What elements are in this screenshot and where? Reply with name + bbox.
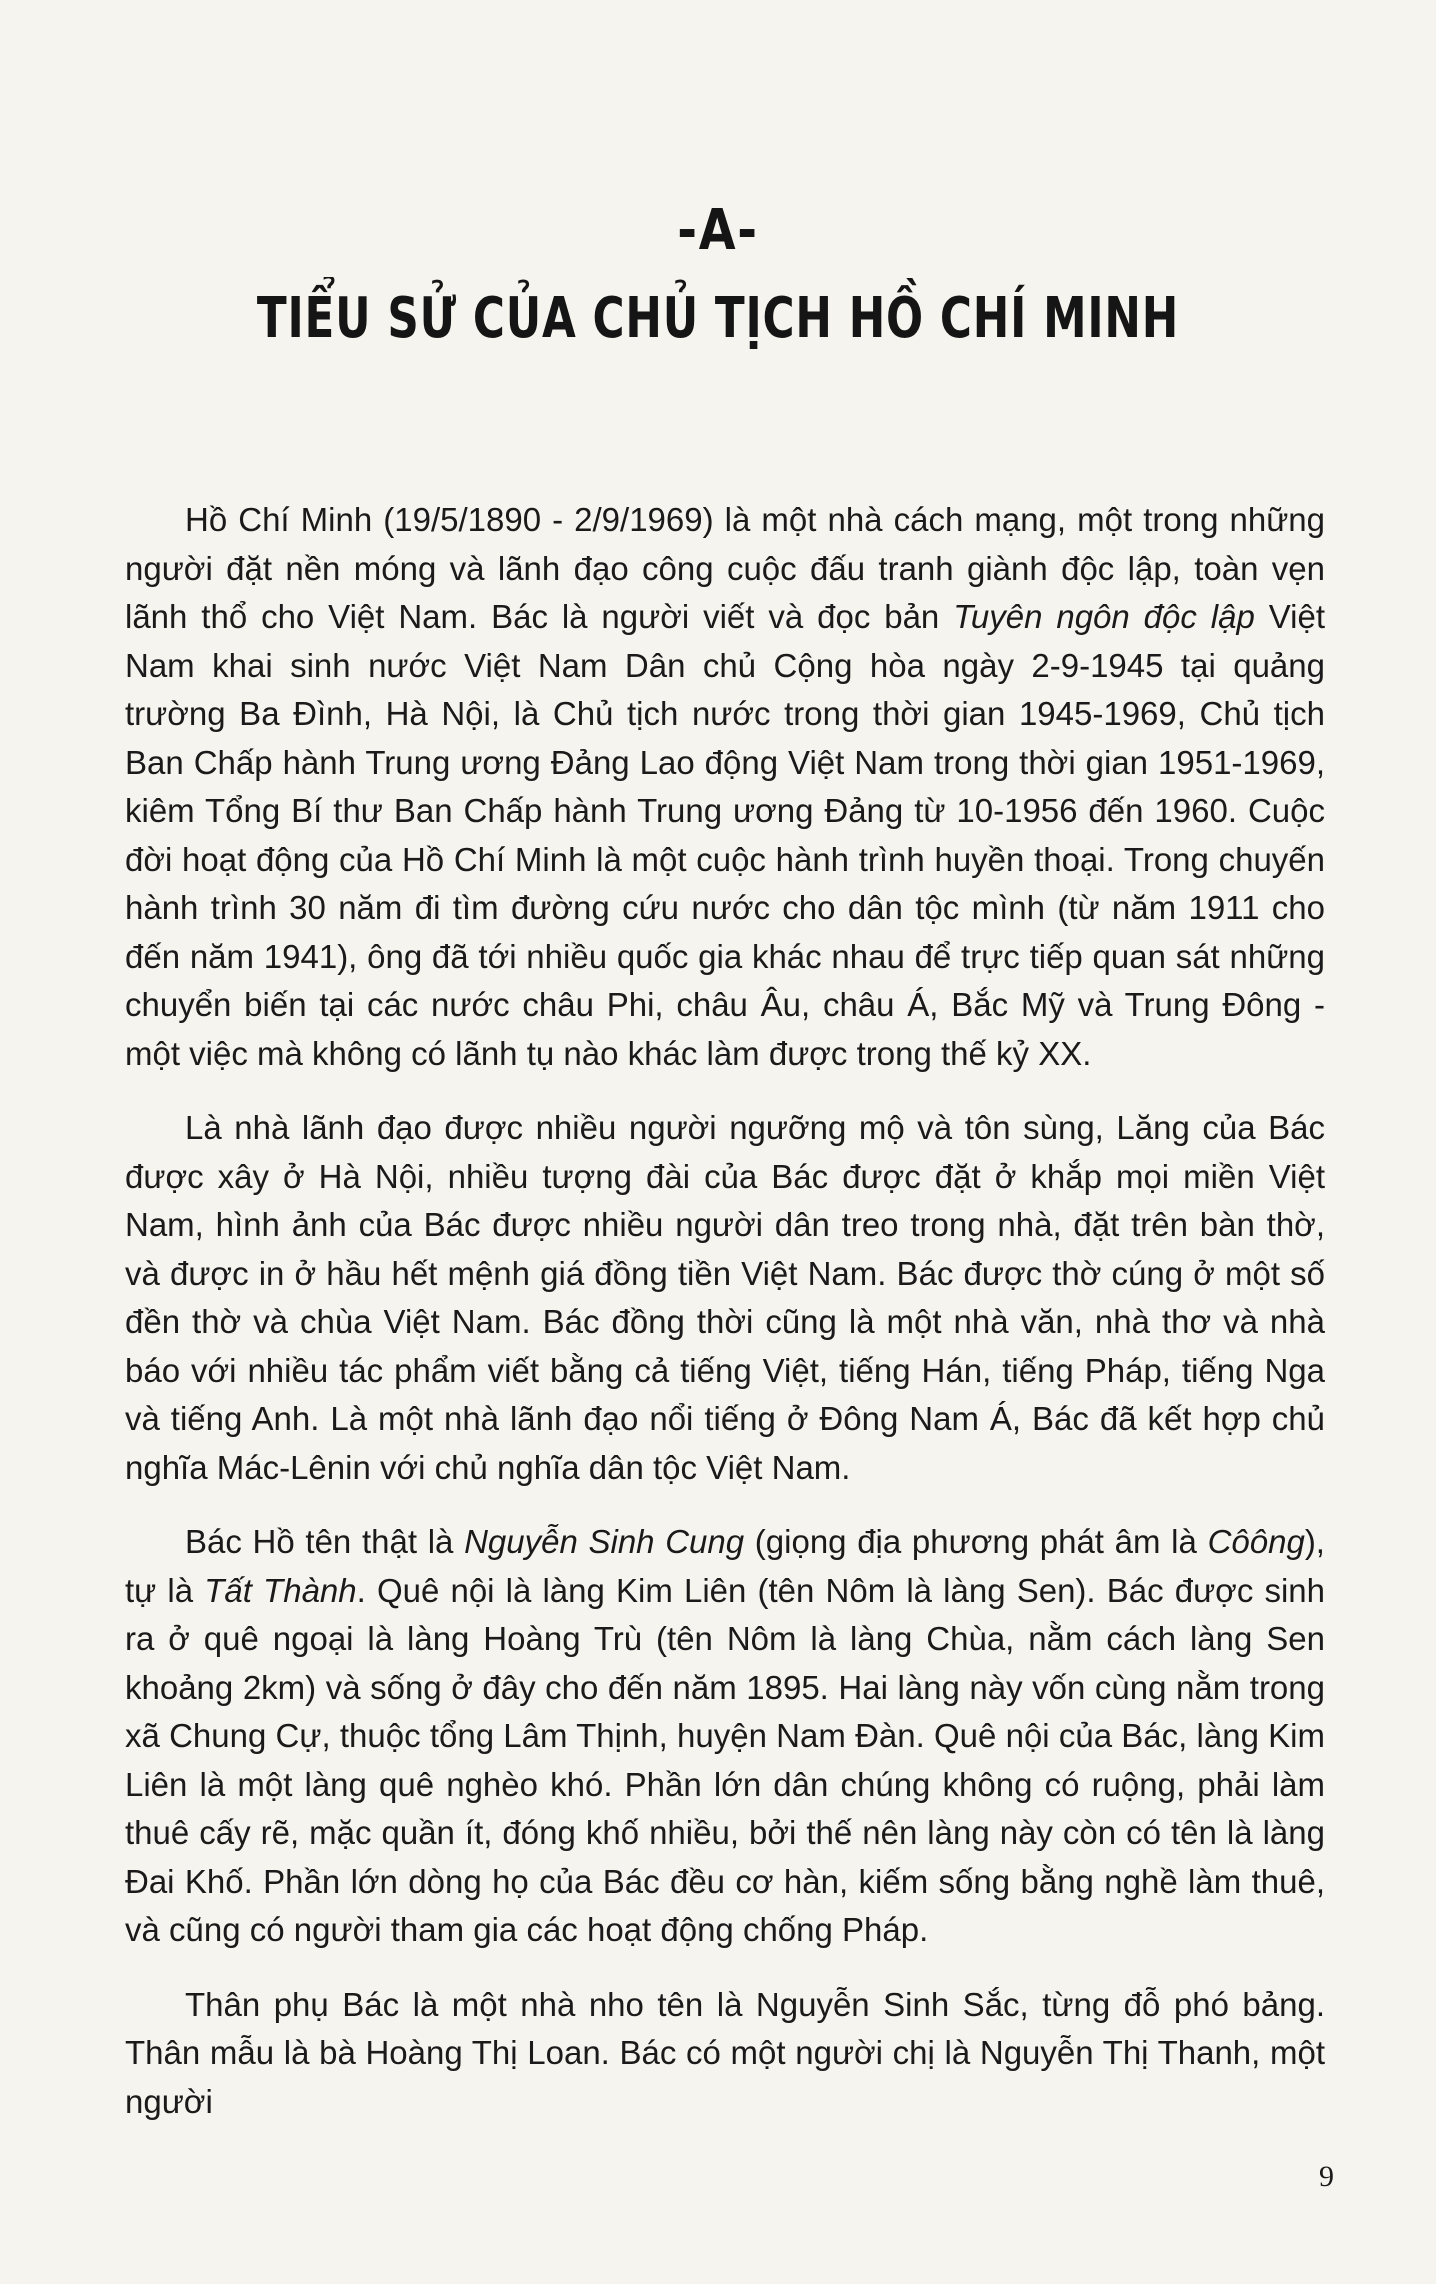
- paragraph-2: [125, 1104, 1325, 1492]
- text-segment: Thân phụ Bác là một nhà nho tên là Nguyễn Sinh Sắc, từng đỗ phó bảng. Thân mẫu là bà Hoàng Thị Loan. Bác có một người chị là Nguyễn Thị Thanh, một người: [125, 1985, 1325, 2120]
- text-segment: Việt Nam khai sinh nước Việt Nam Dân chủ Cộng hòa ngày 2-9-1945 tại quảng trường Ba Đình, Hà Nội, là Chủ tịch nước trong thời gian 1945-1969, Chủ tịch Ban Chấp hành Trung ương Đảng Lao động Việt Nam trong thời gian 1951-1969, kiêm Tổng Bí thư Ban Chấp hành Trung ương Đảng từ 10-1956 đến 1960. Cuộc đời hoạt động của Hồ Chí Minh là một cuộc hành trình huyền thoại. Trong chuyến hành trình 30 năm đi tìm đường cứu nước cho dân tộc mình (từ năm 1911 cho đến năm 1941), ông đã tới nhiều quốc gia khác nhau để trực tiếp quan sát những chuyển biến tại các nước châu Phi, châu Âu, châu Á, Bắc Mỹ và Trung Đông - một việc mà không có lãnh tụ nào khác làm được trong thế kỷ XX.: [125, 598, 1325, 1072]
- body-text: [125, 496, 1325, 2152]
- text-segment: (giọng địa phương phát âm là: [744, 1523, 1208, 1560]
- italic-title: Tuyên ngôn độc lập: [953, 598, 1255, 635]
- text-segment: Là nhà lãnh đạo được nhiều người ngưỡng mộ và tôn sùng, Lăng của Bác được xây ở Hà Nội, nhiều tượng đài của Bác được đặt ở khắp mọi miền Việt Nam, hình ảnh của Bác được nhiều người dân treo trong nhà, đặt trên bàn thờ, và được in ở hầu hết mệnh giá đồng tiền Việt Nam. Bác được thờ cúng ở một số đền thờ và chùa Việt Nam. Bác đồng thời cũng là một nhà văn, nhà thơ và nhà báo với nhiều tác phẩm viết bằng cả tiếng Việt, tiếng Hán, tiếng Pháp, tiếng Nga và tiếng Anh. Là một nhà lãnh đạo nổi tiếng ở Đông Nam Á, Bác đã kết hợp chủ nghĩa Mác-Lênin với chủ nghĩa dân tộc Việt Nam.: [125, 1109, 1325, 1486]
- italic-name: Nguyễn Sinh Cung: [464, 1523, 745, 1560]
- text-segment: Hồ Chí Minh (19/5/1890 - 2/9/1969) là một nhà cách mạng, một trong những người đặt nền móng và lãnh đạo công cuộc đấu tranh giành độc lập, toàn vẹn lãnh thổ cho Việt Nam. Bác là người viết và đọc bản: [125, 501, 1325, 635]
- paragraph-4: [125, 1981, 1325, 2127]
- text-segment: Bác Hồ tên thật là: [185, 1523, 465, 1560]
- chapter-title: TIỂU SỬ CỦA CHỦ TỊCH HỒ CHÍ MINH: [256, 286, 1180, 351]
- page-number: 9: [1319, 2160, 1334, 2193]
- text-segment: . Quê nội là làng Kim Liên (tên Nôm là làng Sen). Bác được sinh ra ở quê ngoại là làng Hoàng Trù (tên Nôm là làng Chùa, nằm cách làng Sen khoảng 2km) và sống ở đây cho đến năm 1895. Hai làng này vốn cùng nằm trong xã Chung Cự, thuộc tổng Lâm Thịnh, huyện Nam Đàn. Quê nội của Bác, làng Kim Liên là một làng quê nghèo khó. Phần lớn dân chúng không có ruộng, phải làm thuê cấy rẽ, mặc quần ít, đóng khố nhiều, bởi thế nên làng này còn có tên là làng Đai Khố. Phần lớn dòng họ của Bác đều cơ hàn, kiếm sống bằng nghề làm thuê, và cũng có người tham gia các hoạt động chống Pháp.: [125, 1571, 1326, 1948]
- italic-name: Tất Thành: [204, 1571, 357, 1609]
- italic-name: Côông: [1207, 1523, 1305, 1560]
- paragraph-3: [125, 1518, 1325, 1955]
- text-segment: ), tự là: [125, 1523, 1325, 1609]
- paragraph-1: [125, 496, 1325, 1078]
- section-letter: -A-: [677, 198, 759, 263]
